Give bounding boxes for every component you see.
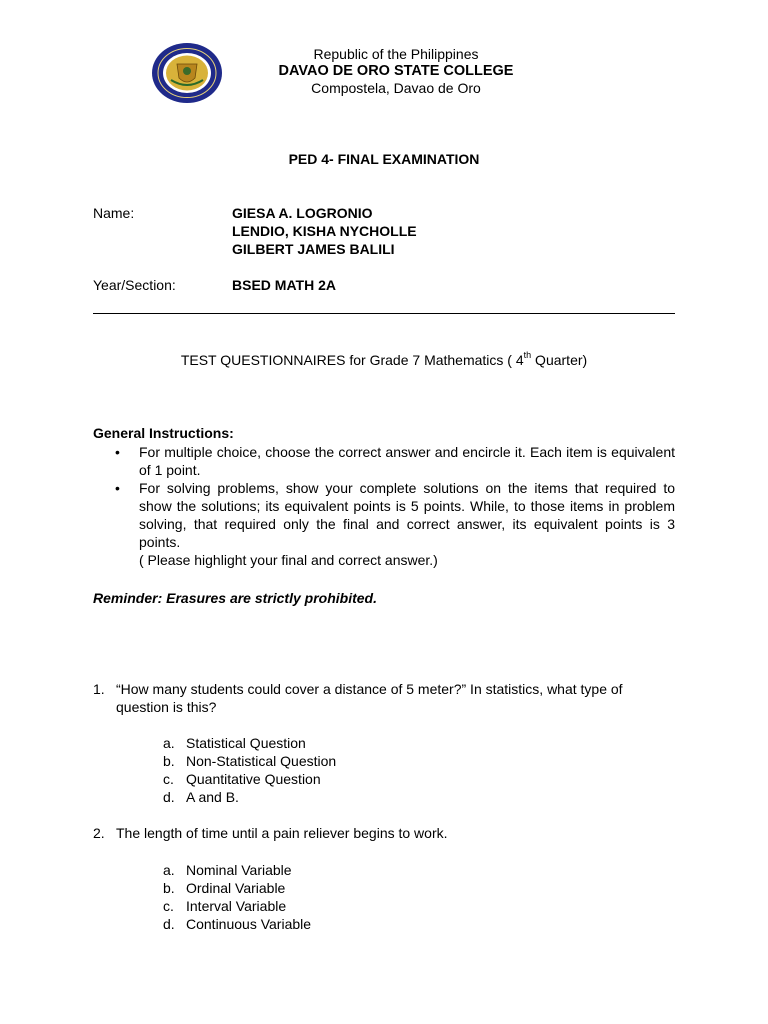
instruction-text: For multiple choice, choose the correct answer and encircle it. Each item is equivalent of 1 point. (139, 444, 675, 478)
horizontal-divider (93, 313, 675, 314)
college-seal-logo (151, 42, 223, 104)
option-letter: c. (163, 898, 174, 914)
option-text: Quantitative Question (186, 771, 321, 787)
option-a[interactable] (163, 734, 336, 752)
option-text: A and B. (186, 789, 239, 805)
name-label: Name: (93, 205, 135, 221)
question-1-options (163, 734, 336, 806)
instruction-item (93, 479, 675, 551)
option-text: Non-Statistical Question (186, 753, 337, 769)
name-value-1: GIESA A. LOGRONIO (232, 205, 373, 221)
option-a[interactable] (163, 861, 311, 879)
instructions-heading: General Instructions: (93, 425, 234, 441)
header-republic: Republic of the Philippines (313, 46, 479, 62)
option-letter: c. (163, 771, 174, 787)
option-text: Statistical Question (186, 735, 306, 751)
option-c[interactable] (163, 897, 311, 915)
section-label: Year/Section: (93, 277, 176, 293)
option-b[interactable] (163, 879, 311, 897)
option-letter: d. (163, 916, 175, 932)
question-number: 1. (93, 681, 105, 697)
name-value-3: GILBERT JAMES BALILI (232, 241, 395, 257)
question-text: The length of time until a pain reliever begins to work. (116, 825, 448, 841)
option-text: Interval Variable (186, 898, 287, 914)
option-text: Ordinal Variable (186, 880, 286, 896)
header-college-name: DAVAO DE ORO STATE COLLEGE (278, 63, 514, 79)
option-letter: d. (163, 789, 175, 805)
subtitle-superscript: th (523, 350, 532, 360)
question-text: “How many students could cover a distance of 5 meter?” In statistics, what type of question is this? (116, 681, 623, 715)
option-letter: b. (163, 753, 175, 769)
option-letter: b. (163, 880, 175, 896)
instructions-list (93, 443, 675, 569)
instruction-text: For solving problems, show your complete solutions on the items that required to show the solutions; its equivalent points is 5 points. While, to those items in problem solving, that required only the final and correct answer, its equivalent points is 3 points. (139, 480, 675, 550)
question-number: 2. (93, 825, 105, 841)
option-letter: a. (163, 735, 175, 751)
option-text: Nominal Variable (186, 862, 292, 878)
question-1 (93, 680, 675, 716)
option-c[interactable] (163, 770, 336, 788)
reminder-text: Reminder: Erasures are strictly prohibited. (93, 590, 377, 606)
bullet-icon: • (115, 444, 120, 460)
option-d[interactable] (163, 788, 336, 806)
option-text: Continuous Variable (186, 916, 312, 932)
section-value: BSED MATH 2A (232, 277, 336, 293)
option-b[interactable] (163, 752, 336, 770)
question-2 (93, 824, 675, 842)
subtitle-text-end: Quarter) (531, 352, 588, 368)
subtitle-text: TEST QUESTIONNAIRES for Grade 7 Mathematics ( 4 (180, 352, 524, 368)
questionnaire-subtitle (0, 352, 768, 368)
instruction-note (93, 551, 675, 569)
name-value-2: LENDIO, KISHA NYCHOLLE (232, 223, 417, 239)
instruction-item (93, 443, 675, 479)
header-location: Compostela, Davao de Oro (311, 80, 481, 96)
question-2-options (163, 861, 311, 933)
instruction-text: ( Please highlight your final and correct answer.) (139, 552, 438, 568)
bullet-icon: • (115, 480, 120, 496)
exam-title: PED 4- FINAL EXAMINATION (288, 151, 480, 167)
option-letter: a. (163, 862, 175, 878)
option-d[interactable] (163, 915, 311, 933)
